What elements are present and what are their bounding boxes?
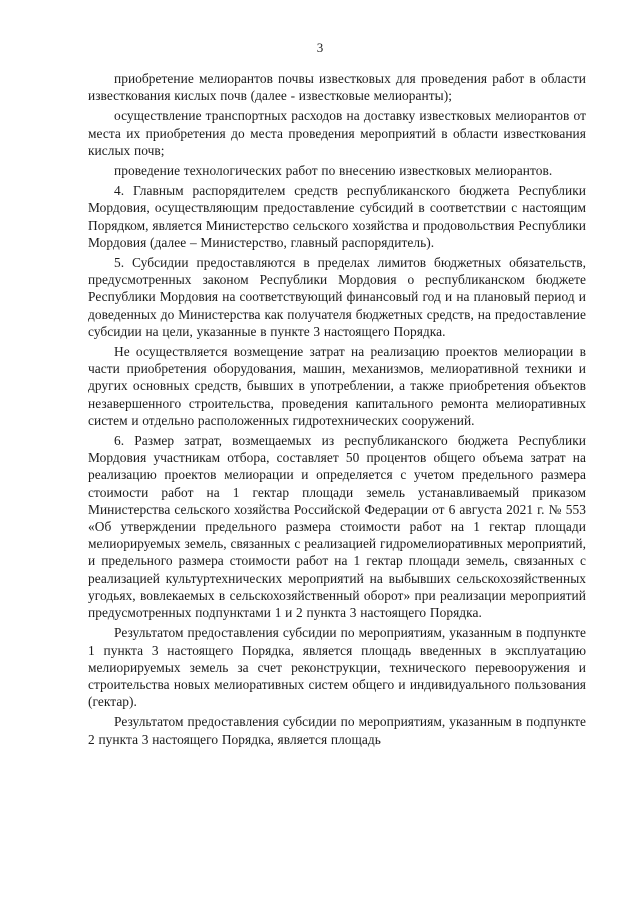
paragraph-no-reimbursement: Не осуществляется возмещение затрат на реализацию проектов мелиорации в части приобретения оборудования, машин, механизмов, мелиоративной техники и других основных средств, бывших в употреблении, а также приобретения объектов незавершенного строительства, проведения капитального ремонта мелиоративных систем и отдельно расположенных гидротехнических сооружений. xyxy=(88,344,586,428)
paragraph-transport-costs: осуществление транспортных расходов на доставку известковых мелиорантов от места их приобретения до места проведения мероприятий в области известкования кислых почв; xyxy=(88,108,586,158)
paragraph-technological-works: проведение технологических работ по внесению известковых мелиорантов. xyxy=(114,163,553,179)
paragraph-lime-purchase: приобретение мелиорантов почвы известковых для проведения работ в области известкования кислых почв (далее - известковые мелиоранты); xyxy=(88,71,586,104)
paragraph-item-4: 4. Главным распорядителем средств республиканского бюджета Республики Мордовия, осуществляющим предоставление субсидий в соответствии с настоящим Порядком, является Министерство сельского хозяйства и продовольствия Республики Мордовия (далее – Министерство, главный распорядитель). xyxy=(88,183,586,250)
page-number: 3 xyxy=(316,40,324,55)
document-body xyxy=(88,70,586,748)
paragraph-result-subitem-2: Результатом предоставления субсидии по мероприятиям, указанным в подпункте 2 пункта 3 настоящего Порядка, является площадь xyxy=(88,714,586,747)
paragraph-result-subitem-1: Результатом предоставления субсидии по мероприятиям, указанным в подпункте 1 пункта 3 настоящего Порядка, является площадь введенных в эксплуатацию мелиорируемых земель за счет реконструкции, технического перевооружения и строительства новых мелиоративных систем общего и индивидуального пользования (гектар). xyxy=(88,625,586,710)
paragraph-item-5: 5. Субсидии предоставляются в пределах лимитов бюджетных обязательств, предусмотренных законом Республики Мордовия о республиканском бюджете Республики Мордовия на соответствующий финансовый год и на плановый период и доведенных до Министерства как получателя бюджетных средств, на предоставление субсидии на цели, указанные в пункте 3 настоящего Порядка. xyxy=(88,255,586,339)
paragraph-item-6: 6. Размер затрат, возмещаемых из республиканского бюджета Республики Мордовия участникам отбора, составляет 50 процентов общего объема затрат на реализацию проектов мелиорации и определяется с учетом предельного размера стоимости работ на 1 гектар площади земель устанавливаемый приказом Министерства сельского хозяйства Российской Федерации от 6 августа 2021 г. № 553 «Об утверждении предельного размера стоимости работ на 1 гектар площади мелиорируемых земель, связанных с реализацией гидромелиоративных мероприятий, и предельного размера стоимости работ на 1 гектар площади земель, связанных с реализацией культуртехнических мероприятий на выбывших сельскохозяйственных угодьях, вовлекаемых в сельскохозяйственный оборот» при реализации мероприятий предусмотренных подпунктами 1 и 2 пункта 3 настоящего Порядка. xyxy=(88,433,586,621)
